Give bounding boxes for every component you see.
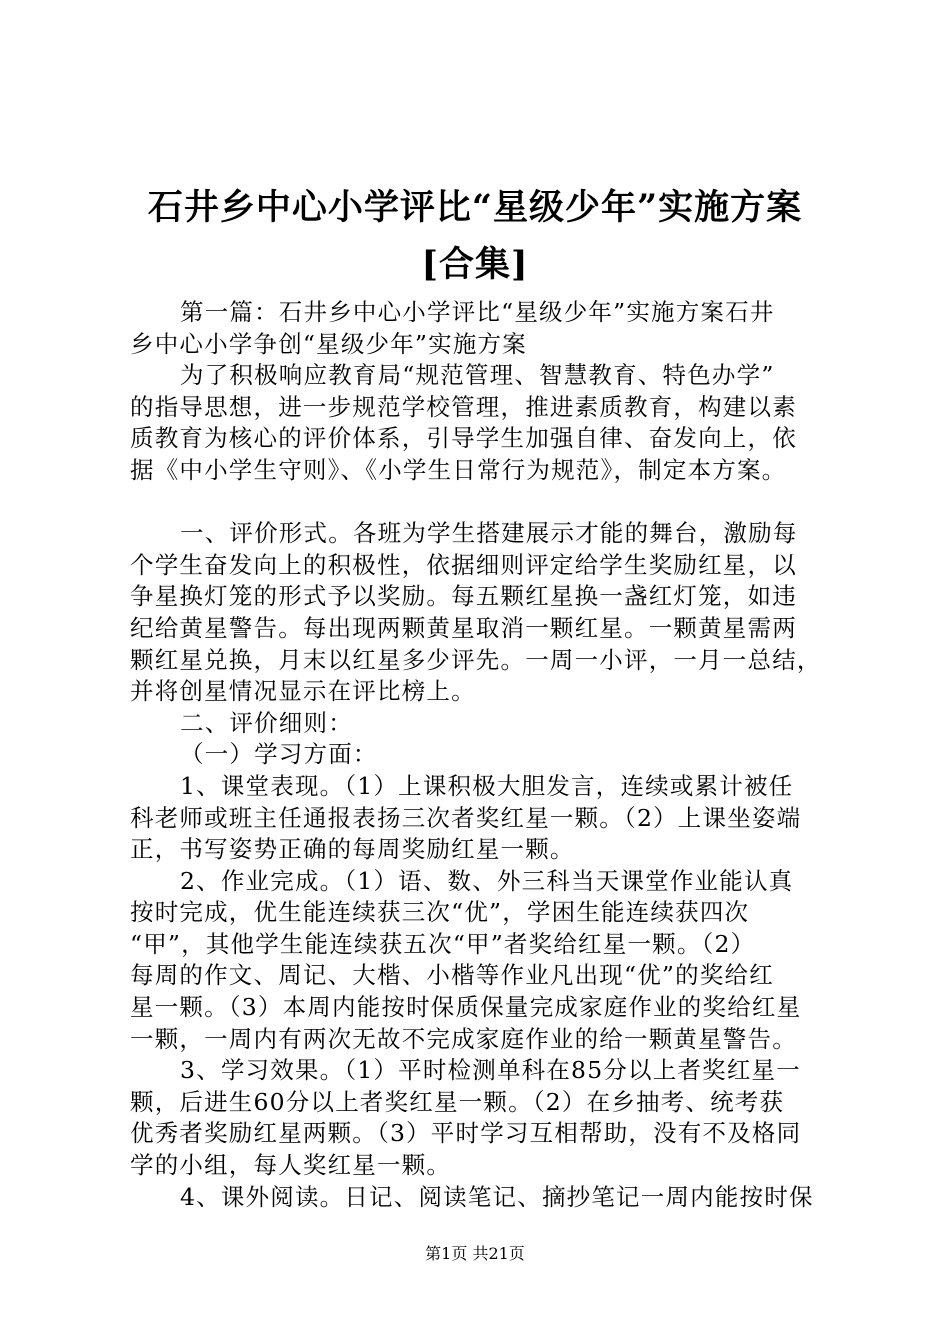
body-line: 个学生奋发向上的积极性，依据细则评定给学生奖励红星，以 — [130, 550, 797, 579]
body-line: 每周的作文、周记、大楷、小楷等作业凡出现“优”的奖给红 — [130, 961, 774, 990]
body-line: 学的小组，每人奖红星一颗。 — [130, 1151, 452, 1180]
body-line: 3、学习效果。（1）平时检测单科在85分以上者奖红星一 — [180, 1056, 801, 1085]
body-line: 颗，后进生60分以上者奖红星一颗。（2）在乡抽考、统考获 — [130, 1087, 785, 1116]
document-title: 石井乡中心小学评比“星级少年”实施方案 — [147, 187, 803, 228]
body-line: 据《中小学生守则》、《小学生日常行为规范》，制定本方案。 — [130, 455, 787, 484]
body-line: 按时完成，优生能连续获三次“优”，学困生能连续获四次 — [130, 898, 750, 927]
body-line: 一颗，一周内有两次无故不完成家庭作业的给一颗黄星警告。 — [130, 1024, 797, 1053]
body-line: 乡中心小学争创“星级少年”实施方案 — [130, 329, 527, 358]
body-line: 2、作业完成。（1）语、数、外三科当天课堂作业能认真 — [180, 866, 794, 895]
body-line: 质教育为核心的评价体系，引导学生加强自律、奋发向上，依 — [130, 424, 797, 453]
body-line: 并将创星情况显示在评比榜上。 — [130, 677, 476, 706]
subsection-heading: （一）学习方面： — [180, 740, 378, 769]
section-heading: 二、评价细则： — [180, 708, 353, 737]
paragraph-gap — [130, 487, 830, 519]
document-title-suffix: [合集] — [421, 244, 529, 285]
body-line: 星一颗。（3）本周内能按时保质保量完成家庭作业的奖给红星 — [130, 993, 802, 1022]
body-line: 1、课堂表现。（1）上课积极大胆发言，连续或累计被任 — [180, 771, 794, 800]
body-line: 争星换灯笼的形式予以奖励。每五颗红星换一盏红灯笼，如违 — [130, 582, 797, 611]
body-line: 颗红星兑换，月末以红星多少评先。一周一小评，一月一总结， — [130, 645, 822, 674]
body-line: 科老师或班主任通报表扬三次者奖红星一颗。（2）上课坐姿端 — [130, 803, 802, 832]
document-body — [130, 297, 830, 1213]
body-line: 正，书写姿势正确的每周奖励红星一颗。 — [130, 835, 575, 864]
body-line: “甲”，其他学生能连续获五次“甲”者奖给红星一颗。（2） — [130, 929, 756, 958]
page-number-footer: 第1页 共21页 — [425, 1244, 525, 1263]
body-line: 优秀者奖励红星两颗。（3）平时学习互相帮助，没有不及格同 — [130, 1119, 802, 1148]
body-line: 一、评价形式。各班为学生搭建展示才能的舞台，激励每 — [180, 519, 798, 548]
body-line: 纪给黄星警告。每出现两颗黄星取消一颗红星。一颗黄星需两 — [130, 613, 797, 642]
body-line: 4、课外阅读。日记、阅读笔记、摘抄笔记一周内能按时保 — [180, 1182, 814, 1211]
body-line: 为了积极响应教育局“规范管理、智慧教育、特色办学” — [180, 361, 775, 390]
body-line: 的指导思想，进一步规范学校管理，推进素质教育，构建以素 — [130, 392, 797, 421]
body-line: 第一篇：石井乡中心小学评比“星级少年”实施方案石井 — [180, 298, 775, 326]
